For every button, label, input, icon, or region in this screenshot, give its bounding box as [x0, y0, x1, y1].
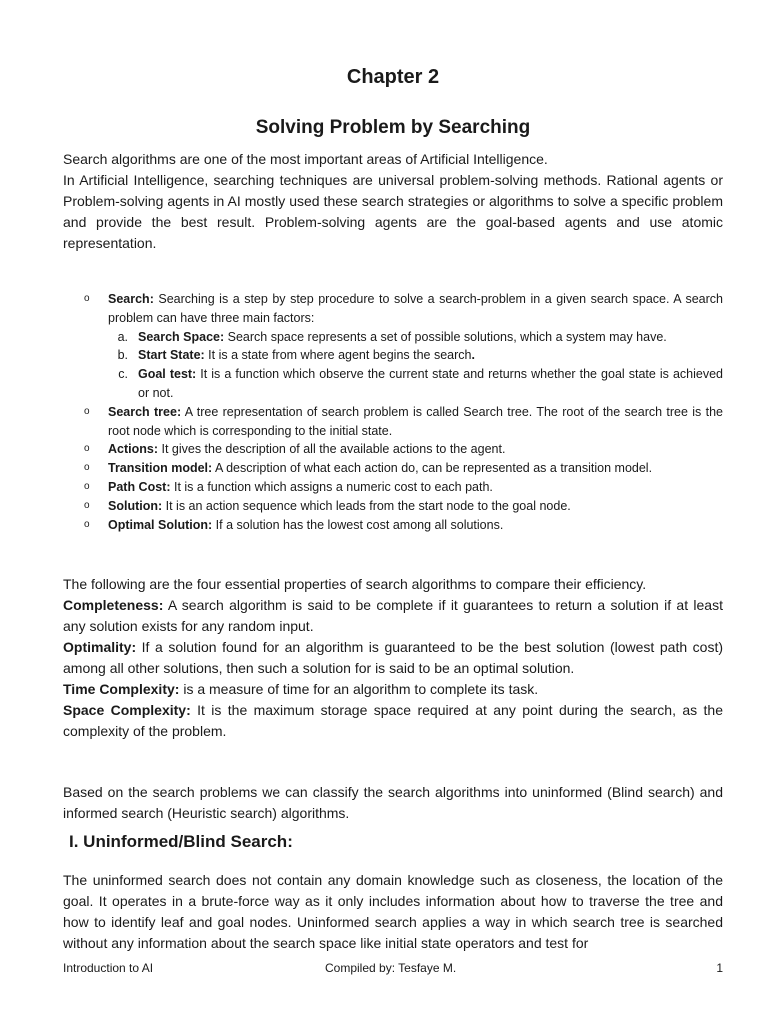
bullet-marker: o [84, 499, 90, 511]
bullet-marker: o [84, 443, 90, 455]
definition: Search space represents a set of possible solutions, which a system may have. [224, 329, 667, 344]
period: . [471, 348, 475, 363]
definition: is a measure of time for an algorithm to complete its task. [179, 681, 539, 697]
term: Completeness: [63, 597, 164, 613]
bullet-marker: o [84, 405, 90, 417]
bullet-marker: o [84, 462, 90, 474]
list-item-actions [84, 440, 723, 459]
intro-line-2: In Artificial Intelligence, searching techniques are universal problem-solving methods. Rational agents or Problem-solving agents in AI mostly used these search strategies or algorithms to solve a specific problem and provide the best result. Problem-solving agents are the goal-based agents and use atomic representation. [63, 172, 723, 251]
property-time-complexity [63, 679, 723, 700]
term: Path Cost: [108, 479, 171, 494]
term: Goal test: [138, 367, 197, 382]
term: Solution: [108, 498, 163, 513]
sub-item-goal-test [84, 365, 723, 403]
term: Transition model: [108, 461, 213, 476]
definition: It gives the description of all the available actions to the agent. [158, 442, 506, 457]
property-optimality [63, 637, 723, 679]
list-item-solution [84, 497, 723, 516]
term: Start State: [138, 348, 205, 363]
term: Search Space: [138, 329, 225, 344]
chapter-heading: Chapter 2 [346, 66, 440, 88]
definition: A tree representation of search problem is called Search tree. The root of the search tree is the root node which is corresponding to the initial state. [108, 404, 723, 438]
term: Search tree: [108, 404, 182, 419]
definition: It is an action sequence which leads from the start node to the goal node. [162, 498, 571, 513]
classification-paragraph: Based on the search problems we can classify the search algorithms into uninformed (Blind search) and informed search (Heuristic search) algorithms. [63, 784, 723, 821]
term: Optimality: [63, 639, 137, 655]
sub-item-start-state [84, 346, 723, 365]
term: Space Complexity: [63, 702, 191, 718]
definition: A search algorithm is said to be complete if it guarantees to return a solution if at least any solution exists for any random input. [63, 597, 723, 634]
definition: Searching is a step by step procedure to solve a search-problem in a given search space. A search problem can have three main factors: [108, 292, 723, 325]
intro-paragraph [63, 149, 723, 254]
list-item-optimal-solution [84, 516, 723, 535]
properties-paragraph [63, 574, 723, 742]
definition: It is a state from where agent begins the search [204, 348, 472, 363]
intro-line-1: Search algorithms are one of the most important areas of Artificial Intelligence. [63, 151, 548, 167]
list-item-search-tree [84, 403, 723, 441]
footer-course: Introduction to AI [63, 961, 154, 975]
section-paragraph: The uninformed search does not contain any domain knowledge such as closeness, the location of the goal. It operates in a brute-force way as it only includes information about how to traverse the tree and how to identify leaf and goal nodes. Uninformed search applies a way in which search tree is searched without any information about the search space like initial state operators and test for [63, 872, 723, 951]
definition: It is the maximum storage space required at any point during the search, as the complexity of the problem. [63, 702, 723, 739]
term: Optimal Solution: [108, 517, 213, 532]
bullet-marker: o [84, 518, 90, 530]
term: Actions: [108, 442, 158, 457]
section-heading: I. Uninformed/Blind Search: [69, 832, 293, 851]
page-title: Solving Problem by Searching [255, 117, 531, 138]
sub-item-search-space [84, 328, 723, 347]
term: Time Complexity: [63, 681, 180, 697]
page-number: 1 [716, 961, 723, 975]
definition: A description of what each action do, can be represented as a transition model. [212, 461, 653, 476]
sub-label: a. [117, 329, 128, 344]
definition: If a solution has the lowest cost among all solutions. [212, 517, 504, 532]
bullet-marker: o [84, 293, 90, 304]
definition-list [84, 290, 723, 534]
property-completeness [63, 595, 723, 637]
sub-label: b. [117, 348, 128, 363]
footer-author: Compiled by: Tesfaye M. [325, 961, 457, 975]
properties-intro: The following are the four essential properties of search algorithms to compare their efficiency. [63, 576, 647, 592]
definition: It is a function which assigns a numeric cost to each path. [170, 479, 493, 494]
list-item-transition-model [84, 459, 723, 478]
definition: It is a function which observe the current state and returns whether the goal state is achieved or not. [138, 367, 723, 400]
list-item-path-cost [84, 478, 723, 497]
property-space-complexity [63, 700, 723, 742]
page-footer [63, 961, 723, 979]
list-item-search [84, 290, 723, 328]
definition: If a solution found for an algorithm is guaranteed to be the best solution (lowest path cost) among all other solutions, then such a solution for is said to be an optimal solution. [63, 639, 723, 676]
term: Search: [108, 292, 154, 306]
sub-label: c. [118, 367, 128, 382]
bullet-marker: o [84, 480, 90, 492]
